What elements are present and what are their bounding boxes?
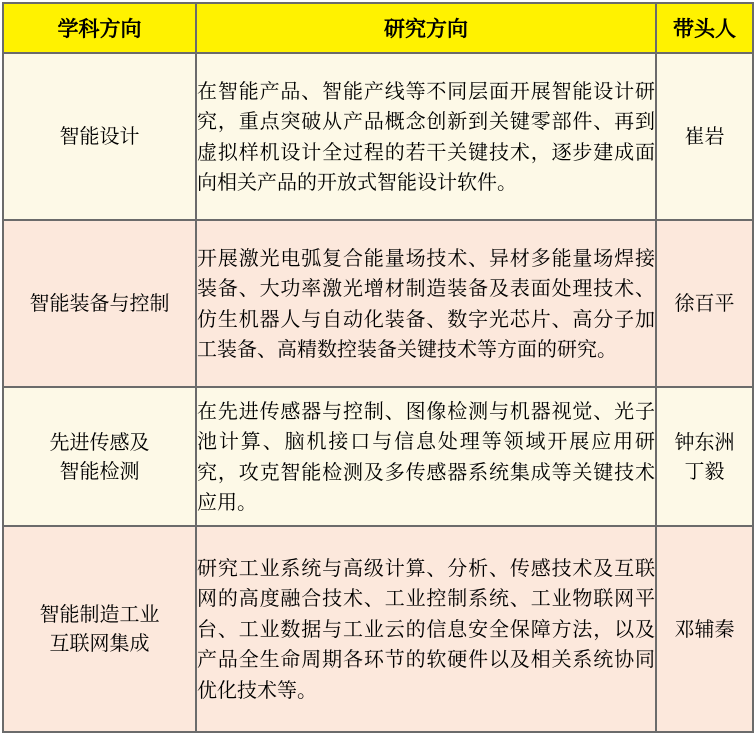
subject-text: 智能设计 (59, 124, 140, 148)
header-subject: 学科方向 (3, 3, 196, 53)
table-row (3, 526, 753, 732)
subject-cell (3, 526, 196, 732)
subject-cell (3, 53, 196, 220)
leader-name: 邓辅秦 (674, 616, 735, 641)
subject-text: 智能检测 (59, 458, 140, 483)
subject-text: 互联网集成 (49, 631, 150, 655)
header-row (3, 3, 753, 53)
description-cell: 在先进传感器与控制、图像检测与机器视觉、光子池计算、脑机接口与信息处理等领域开展应用研究，攻克智能检测及多传感器系统集成等关键技术应用。 (196, 387, 656, 526)
header-research: 研究方向 (196, 3, 656, 53)
leader-cell (656, 53, 753, 220)
research-directions-table (2, 2, 754, 733)
leader-cell (656, 220, 753, 387)
subject-text: 先进传感及 (49, 429, 150, 454)
table-row (3, 53, 753, 220)
header-leader: 带头人 (656, 3, 753, 53)
leader-name: 徐百平 (674, 291, 735, 315)
description-cell: 开展激光电弧复合能量场技术、异材多能量场焊接装备、大功率激光增材制造装备及表面处理技术、仿生机器人与自动化装备、数字光芯片、高分子加工装备、高精数控装备关键技术等方面的研究。 (196, 220, 656, 387)
description-cell: 研究工业系统与高级计算、分析、传感技术及互联网的高度融合技术、工业控制系统、工业物联网平台、工业数据与工业云的信息安全保障方法，以及产品全生命周期各环节的软硬件以及相关系统协同优化技术等。 (196, 526, 656, 732)
subject-cell (3, 387, 196, 526)
table-row (3, 220, 753, 387)
table-row (3, 387, 753, 526)
description-cell: 在智能产品、智能产线等不同层面开展智能设计研究，重点突破从产品概念创新到关键零部件、再到虚拟样机设计全过程的若干关键技术，逐步建成面向相关产品的开放式智能设计软件。 (196, 53, 656, 220)
leader-name: 丁毅 (684, 458, 725, 483)
leader-cell (656, 526, 753, 732)
subject-text: 智能制造工业 (39, 602, 160, 626)
subject-cell (3, 220, 196, 387)
leader-name: 钟东洲 (674, 429, 735, 454)
subject-text: 智能装备与控制 (29, 291, 170, 315)
leader-name: 崔岩 (684, 124, 725, 148)
leader-cell (656, 387, 753, 526)
